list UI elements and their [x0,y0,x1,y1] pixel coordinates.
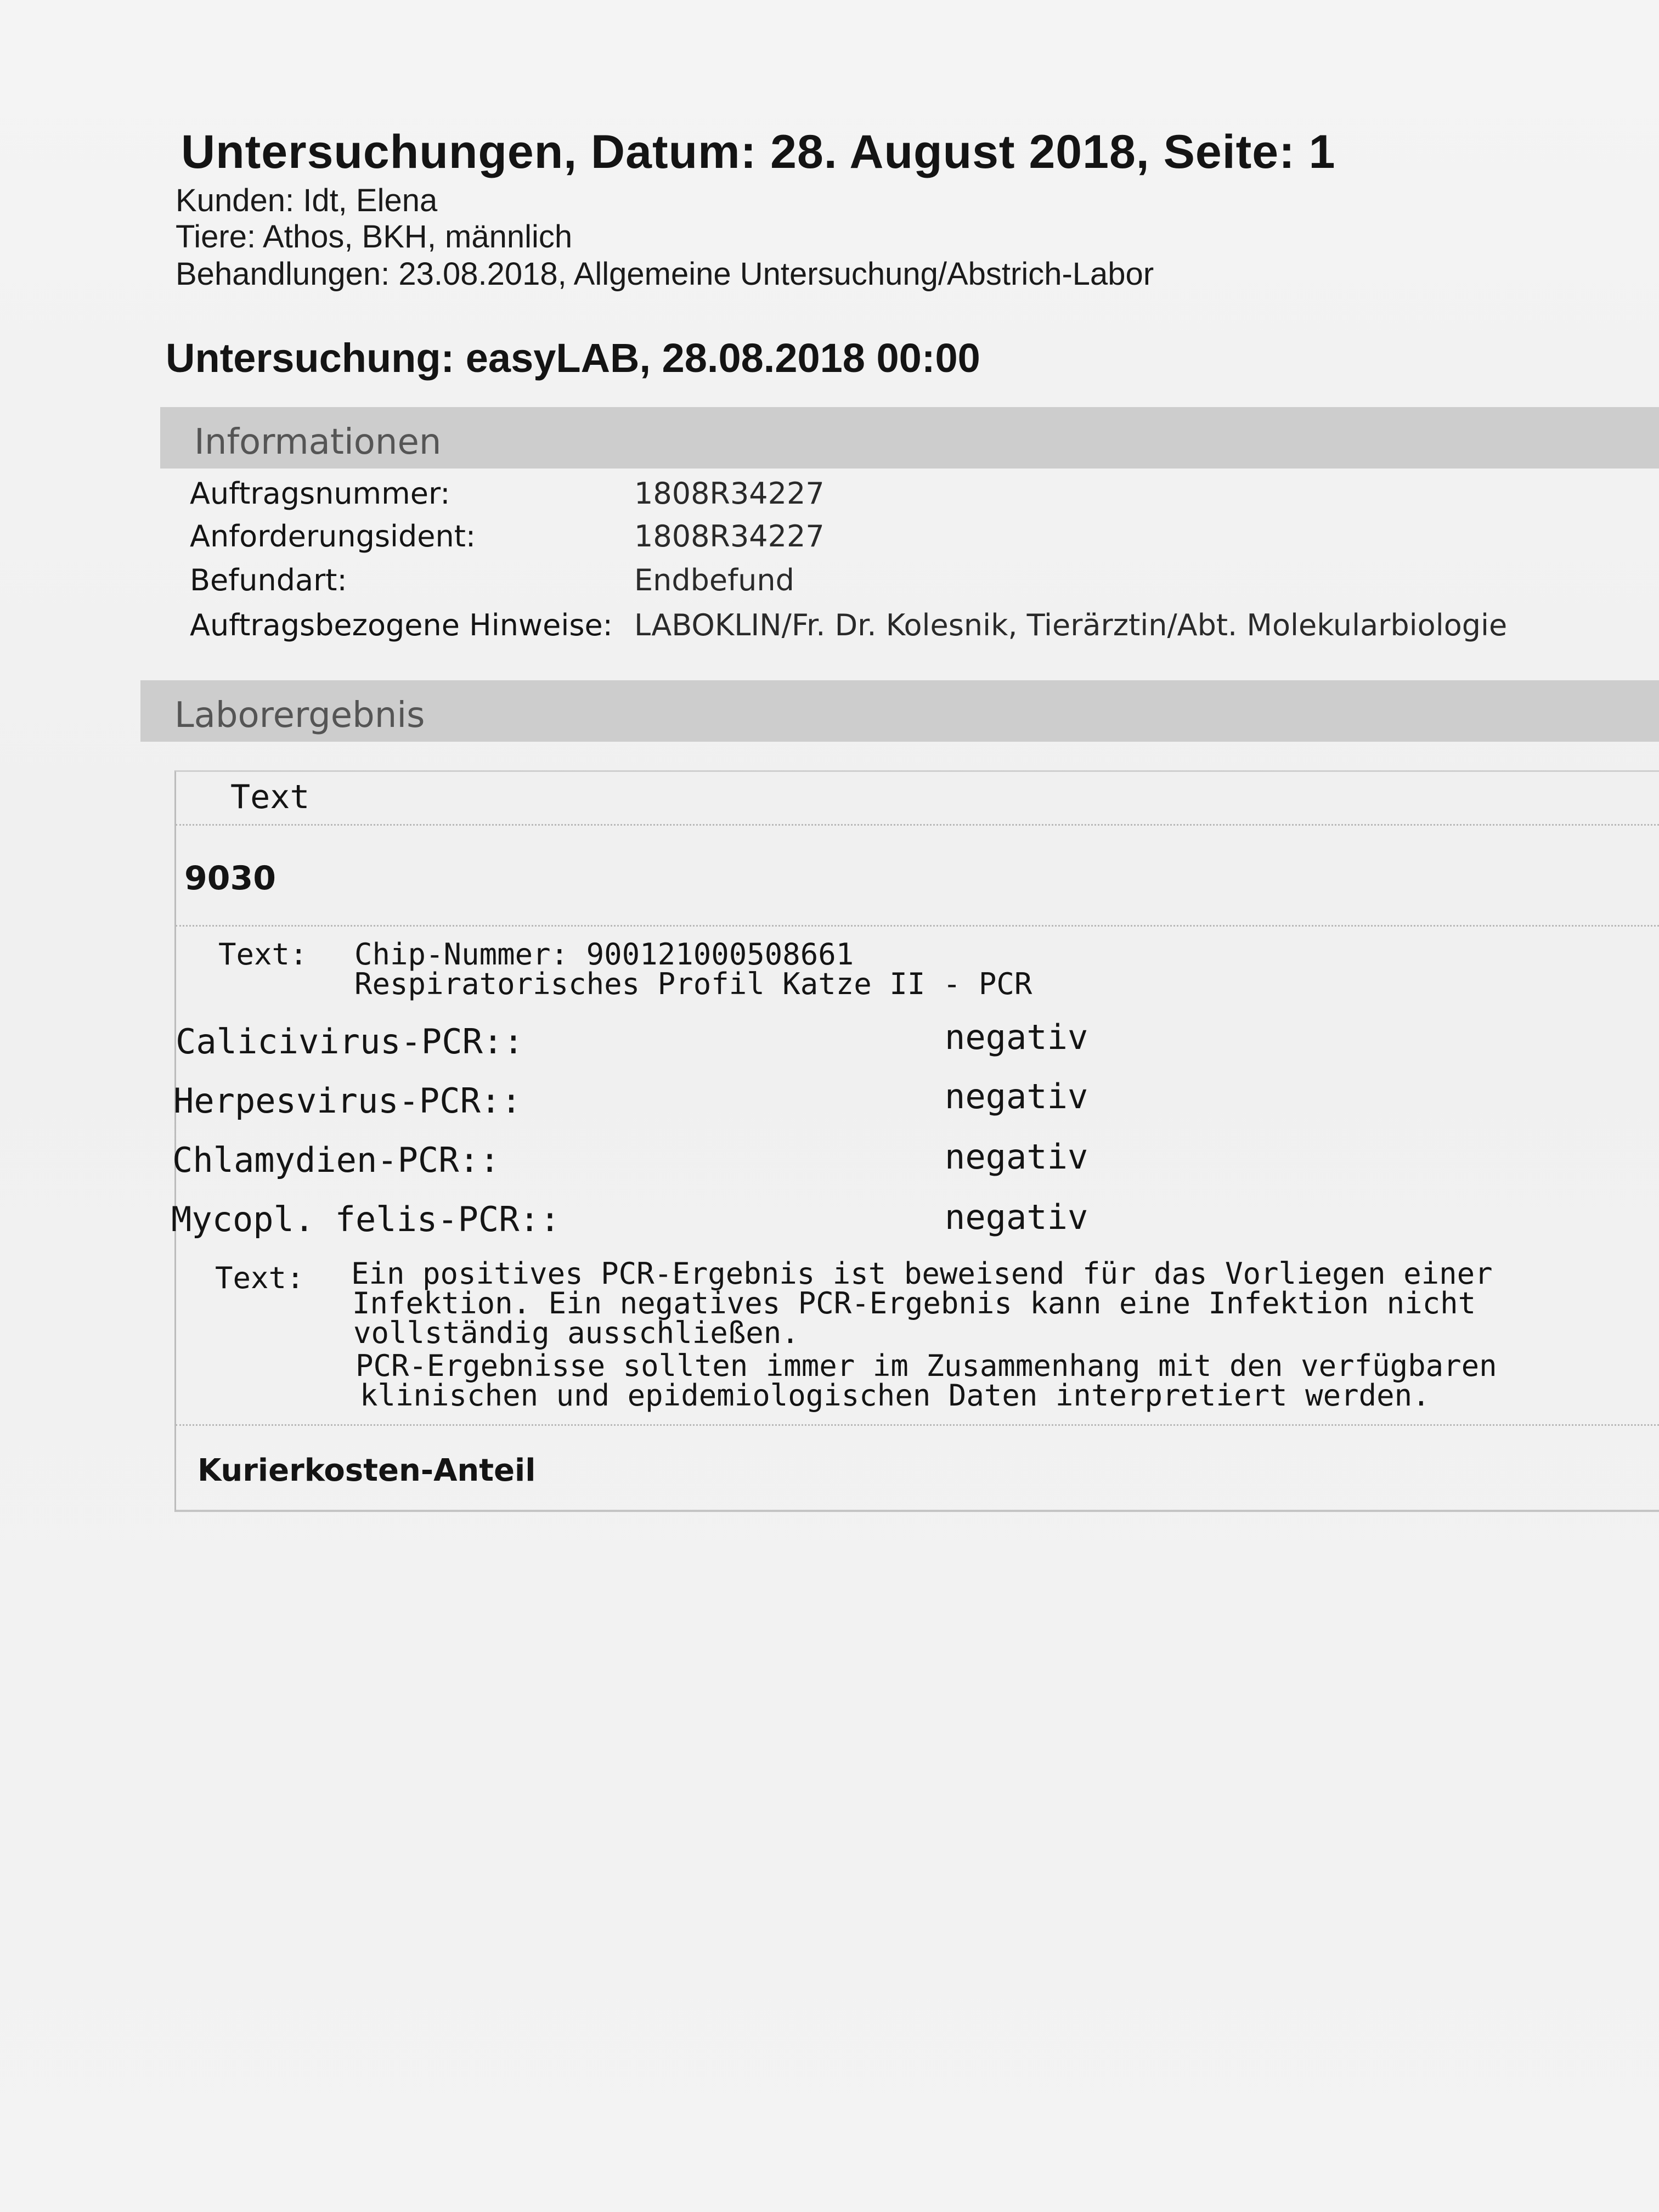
info-label: Anforderungsident: [190,519,476,554]
info-label: Auftragsnummer: [190,476,450,511]
result-name: Herpesvirus-PCR:: [173,1081,522,1121]
examination-title: Untersuchung: easyLAB, 28.08.2018 00:00 [166,335,980,381]
result-name: Calicivirus-PCR:: [176,1022,524,1062]
document-title: Untersuchungen, Datum: 28. August 2018, Seite: 1 [181,126,1336,178]
note-label: Text: [215,1261,304,1295]
profile-name: Respiratorisches Profil Katze II - PCR [354,967,1032,1001]
customer-line: Kunden: Idt, Elena [176,183,438,218]
treatment-line: Behandlungen: 23.08.2018, Allgemeine Untersuchung/Abstrich-Labor [176,256,1154,292]
divider [176,1424,1659,1426]
result-value: negativ [945,1076,1088,1116]
text-label: Text: [218,937,308,972]
result-value: negativ [945,1197,1088,1237]
result-value: negativ [945,1137,1088,1177]
result-value: negativ [945,1017,1088,1057]
courier-cost-item: Kurierkosten-Anteil [198,1453,536,1488]
info-label: Auftragsbezogene Hinweise: [190,608,613,642]
test-code: 9030 [184,859,276,898]
result-name: Chlamydien-PCR:: [172,1140,500,1180]
info-value: LABOKLIN/Fr. Dr. Kolesnik, Tierärztin/Abt. Molekularbiologie [634,608,1508,642]
animal-line: Tiere: Athos, BKH, männlich [176,219,573,255]
info-label: Befundart: [190,563,347,597]
section-informationen-header: Informationen [160,407,1659,469]
section-laborergebnis-header: Laborergebnis [140,680,1659,742]
info-value: 1808R34227 [634,476,825,511]
info-value: 1808R34227 [634,519,825,554]
note-line: vollständig ausschließen. [353,1316,799,1350]
divider [176,824,1659,826]
divider [176,925,1659,927]
info-value: Endbefund [634,563,794,597]
result-name: Mycopl. felis-PCR:: [171,1199,561,1239]
note-line: Ein positives PCR-Ergebnis ist beweisend für das Vorliegen einer [351,1256,1493,1291]
note-line: PCR-Ergebnisse sollten immer im Zusammenhang mit den verfügbaren [356,1348,1497,1383]
note-line: klinischen und epidemiologischen Daten interpretiert werden. [360,1378,1430,1413]
chip-number: Chip-Nummer: 900121000508661 [354,937,854,972]
note-line: Infektion. Ein negatives PCR-Ergebnis kann eine Infektion nicht [352,1286,1476,1321]
column-header-text: Text [230,778,310,816]
